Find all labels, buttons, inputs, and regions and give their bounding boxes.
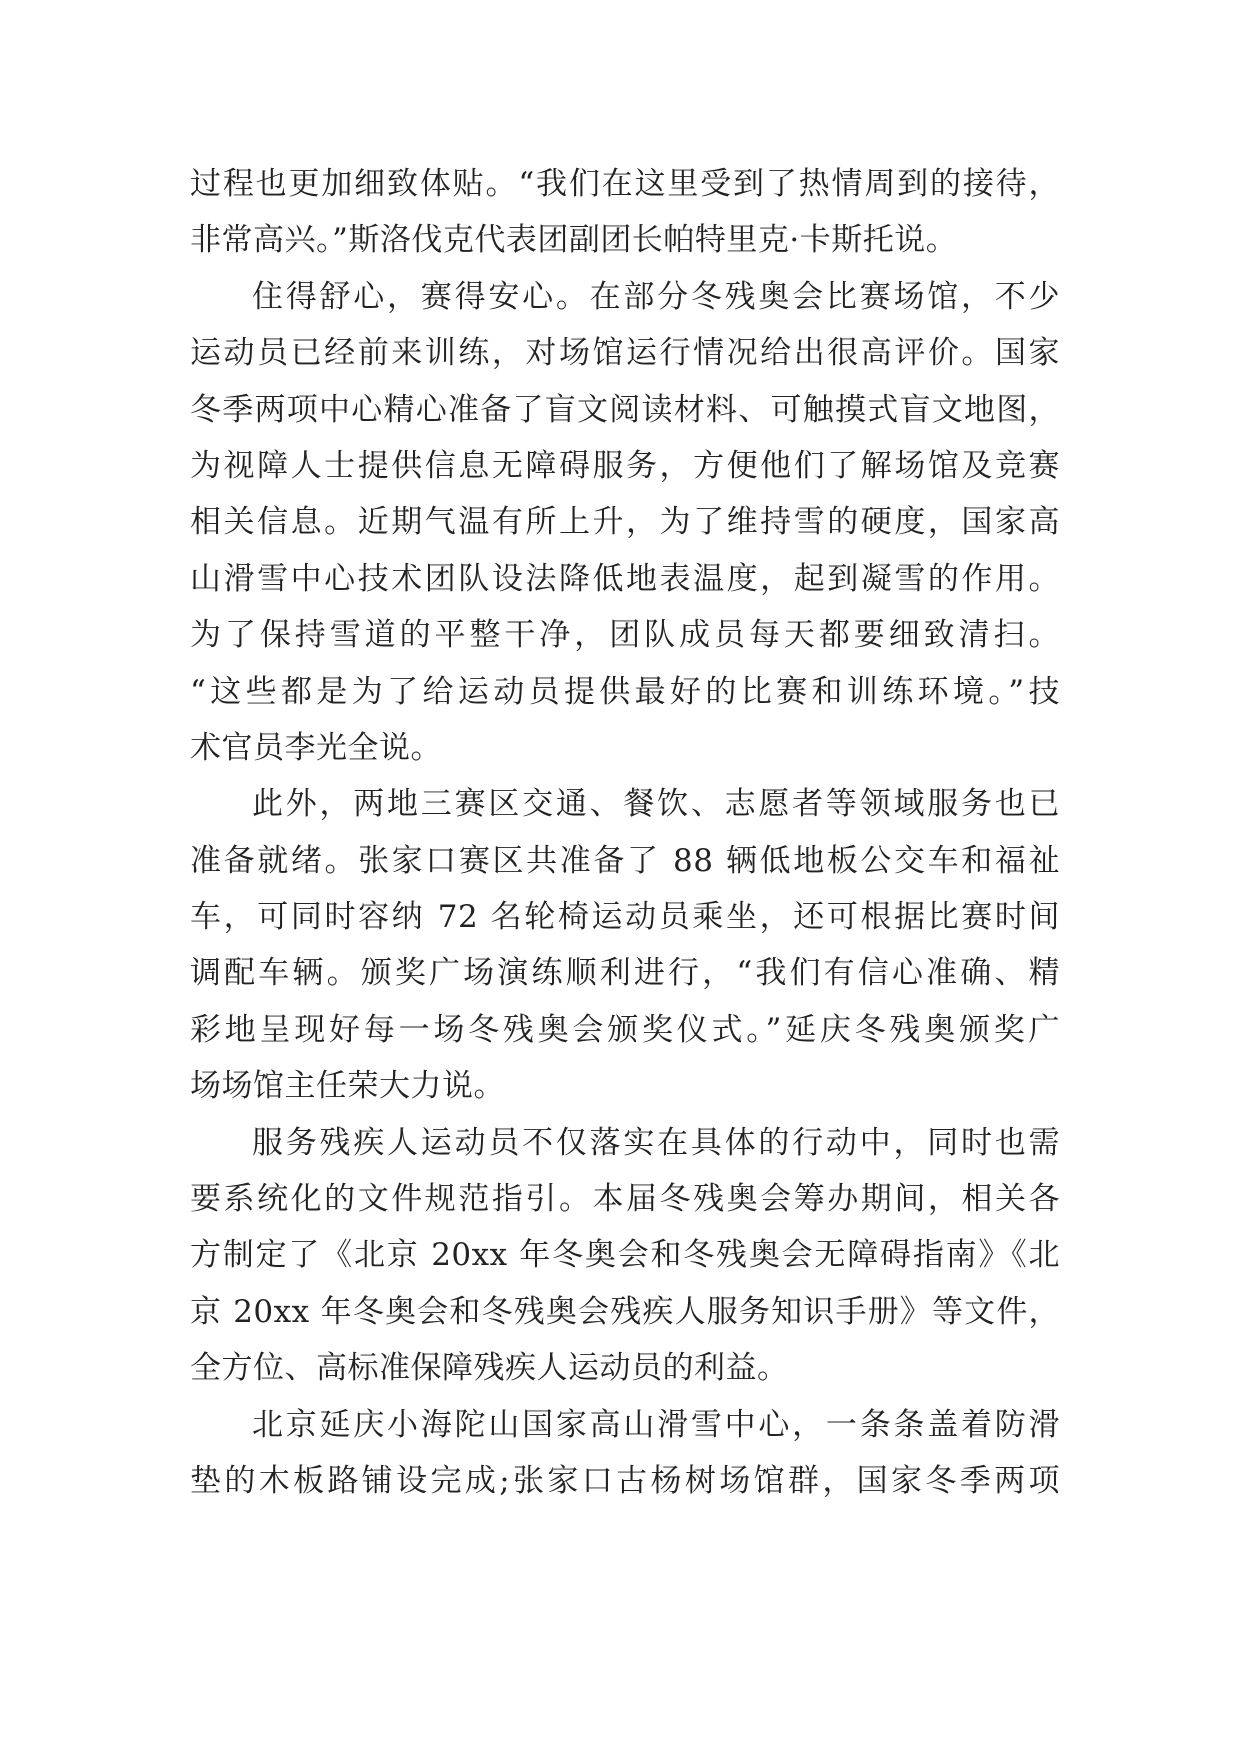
text-line: 为视障人士提供信息无障碍服务，方便他们了解场馆及竞赛 (190, 447, 1060, 484)
text-line: 山滑雪中心技术团队设法降低地表温度，起到凝雪的作用。 (190, 560, 1060, 597)
text-line: 调配车辆。颁奖广场演练顺利进行，“我们有信心准确、精 (190, 955, 1060, 992)
text-line: 方制定了《北京 20xx 年冬奥会和冬残奥会无障碍指南》《北 (190, 1237, 1060, 1274)
text-line: 运动员已经前来训练，对场馆运行情况给出很高评价。国家 (190, 335, 1060, 372)
text-line: 非常高兴。”斯洛伐克代表团副团长帕特里克·卡斯托说。 (190, 222, 958, 259)
text-line: 垫的木板路铺设完成;张家口古杨树场馆群，国家冬季两项 (190, 1462, 1060, 1499)
text-line: 此外，两地三赛区交通、餐饮、志愿者等领域服务也已 (252, 786, 1060, 823)
text-line: 场场馆主任荣大力说。 (190, 1068, 505, 1105)
text-line: 过程也更加细致体贴。“我们在这里受到了热情周到的接待， (190, 166, 1060, 202)
text-line: 京 20xx 年冬奥会和冬残奥会残疾人服务知识手册》等文件， (190, 1293, 1060, 1330)
body-text (190, 156, 1060, 1509)
text-line: 彩地呈现好每一场冬残奥会颁奖仪式。”延庆冬残奥颁奖广 (190, 1011, 1060, 1048)
text-line: 要系统化的文件规范指引。本届冬残奥会筹办期间，相关各 (190, 1181, 1060, 1218)
text-line: 相关信息。近期气温有所上升，为了维持雪的硬度，国家高 (190, 504, 1060, 541)
text-line: 术官员李光全说。 (190, 729, 442, 766)
text-line: 服务残疾人运动员不仅落实在具体的行动中，同时也需 (252, 1124, 1060, 1161)
text-line: 车，可同时容纳 72 名轮椅运动员乘坐，还可根据比赛时间 (190, 899, 1060, 936)
text-line: 住得舒心，赛得安心。在部分冬残奥会比赛场馆，不少 (252, 278, 1060, 315)
text-line: 为了保持雪道的平整干净，团队成员每天都要细致清扫。 (190, 617, 1060, 654)
text-line: 冬季两项中心精心准备了盲文阅读材料、可触摸式盲文地图， (190, 391, 1060, 428)
text-line: 北京延庆小海陀山国家高山滑雪中心，一条条盖着防滑 (252, 1406, 1060, 1443)
text-line: 准备就绪。张家口赛区共准备了 88 辆低地板公交车和福祉 (190, 842, 1060, 879)
text-line: 全方位、高标准保障残疾人运动员的利益。 (190, 1350, 789, 1387)
text-line: “这些都是为了给运动员提供最好的比赛和训练环境。”技 (190, 673, 1060, 710)
